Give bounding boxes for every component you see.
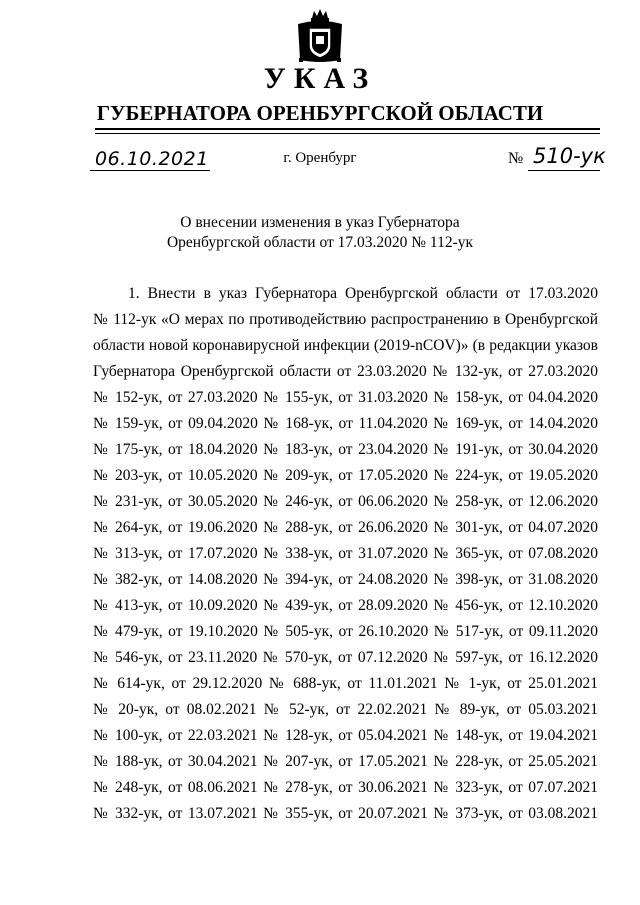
body-line: № 203-ук, от 10.05.2020 № 209-ук, от 17.05.2020 № 224-ук, от 19.05.2020 <box>93 467 598 484</box>
city-name: г. Оренбург <box>283 150 357 166</box>
body-line: № 264-ук, от 19.06.2020 № 288-ук, от 26.06.2020 № 301-ук, от 04.07.2020 <box>93 519 598 536</box>
body-line: № 382-ук, от 14.08.2020 № 394-ук, от 24.08.2020 № 398-ук, от 31.08.2020 <box>93 571 598 588</box>
body-line: № 248-ук, от 08.06.2021 № 278-ук, от 30.06.2021 № 323-ук, от 07.07.2021 <box>93 779 598 796</box>
body-line: № 20-ук, от 08.02.2021 № 52-ук, от 22.02.2021 № 89-ук, от 05.03.2021 <box>93 701 598 718</box>
body-line: № 112-ук «О мерах по противодействию распространению в Оренбургской <box>93 311 598 328</box>
body-line: № 614-ук, от 29.12.2020 № 688-ук, от 11.01.2021 № 1-ук, от 25.01.2021 <box>93 675 598 692</box>
number-underline <box>528 170 600 171</box>
decree-body <box>93 281 598 827</box>
date-underline <box>90 170 210 171</box>
coat-of-arms-icon <box>294 8 346 64</box>
body-line: № 152-ук, от 27.03.2020 № 155-ук, от 31.03.2020 № 158-ук, от 04.04.2020 <box>93 389 598 406</box>
body-line: № 188-ук, от 30.04.2021 № 207-ук, от 17.05.2021 № 228-ук, от 25.05.2021 <box>93 753 598 770</box>
decree-heading <box>0 213 640 253</box>
decree-date: 06.10.2021 <box>95 148 209 170</box>
header-rule-thin <box>95 133 600 134</box>
heading-line-1: О внесении изменения в указ Губернатора <box>180 214 460 231</box>
document-subtitle: ГУБЕРНАТОРА ОРЕНБУРГСКОЙ ОБЛАСТИ <box>96 101 544 125</box>
body-line: № 546-ук, от 23.11.2020 № 570-ук, от 07.12.2020 № 597-ук, от 16.12.2020 <box>93 649 598 666</box>
decree-number-block <box>508 144 608 174</box>
body-line: 1. Внести в указ Губернатора Оренбургской области от 17.03.2020 <box>128 285 598 302</box>
body-line: области новой коронавирусной инфекции (2019-nCOV)» (в редакции указов <box>93 337 598 354</box>
header-rule-thick <box>95 128 600 130</box>
body-line: № 159-ук, от 09.04.2020 № 168-ук, от 11.04.2020 № 169-ук, от 14.04.2020 <box>93 415 598 432</box>
body-line: № 175-ук, от 18.04.2020 № 183-ук, от 23.04.2020 № 191-ук, от 30.04.2020 <box>93 441 598 458</box>
body-line: № 231-ук, от 30.05.2020 № 246-ук, от 06.06.2020 № 258-ук, от 12.06.2020 <box>93 493 598 510</box>
body-line: Губернатора Оренбургской области от 23.03.2020 № 132-ук, от 27.03.2020 <box>93 363 598 380</box>
heading-line-2: Оренбургской области от 17.03.2020 № 112-ук <box>166 234 474 251</box>
body-line: № 100-ук, от 22.03.2021 № 128-ук, от 05.04.2021 № 148-ук, от 19.04.2021 <box>93 727 598 744</box>
number-sign: № <box>508 150 524 167</box>
body-line: № 479-ук, от 19.10.2020 № 505-ук, от 26.10.2020 № 517-ук, от 09.11.2020 <box>93 623 598 640</box>
body-line: № 313-ук, от 17.07.2020 № 338-ук, от 31.07.2020 № 365-ук, от 07.08.2020 <box>93 545 598 562</box>
document-title: УКАЗ <box>263 62 377 95</box>
body-line: № 332-ук, от 13.07.2021 № 355-ук, от 20.07.2021 № 373-ук, от 03.08.2021 <box>93 805 598 822</box>
decree-number: 510-ук <box>533 144 606 168</box>
body-line: № 413-ук, от 10.09.2020 № 439-ук, от 28.09.2020 № 456-ук, от 12.10.2020 <box>93 597 598 614</box>
